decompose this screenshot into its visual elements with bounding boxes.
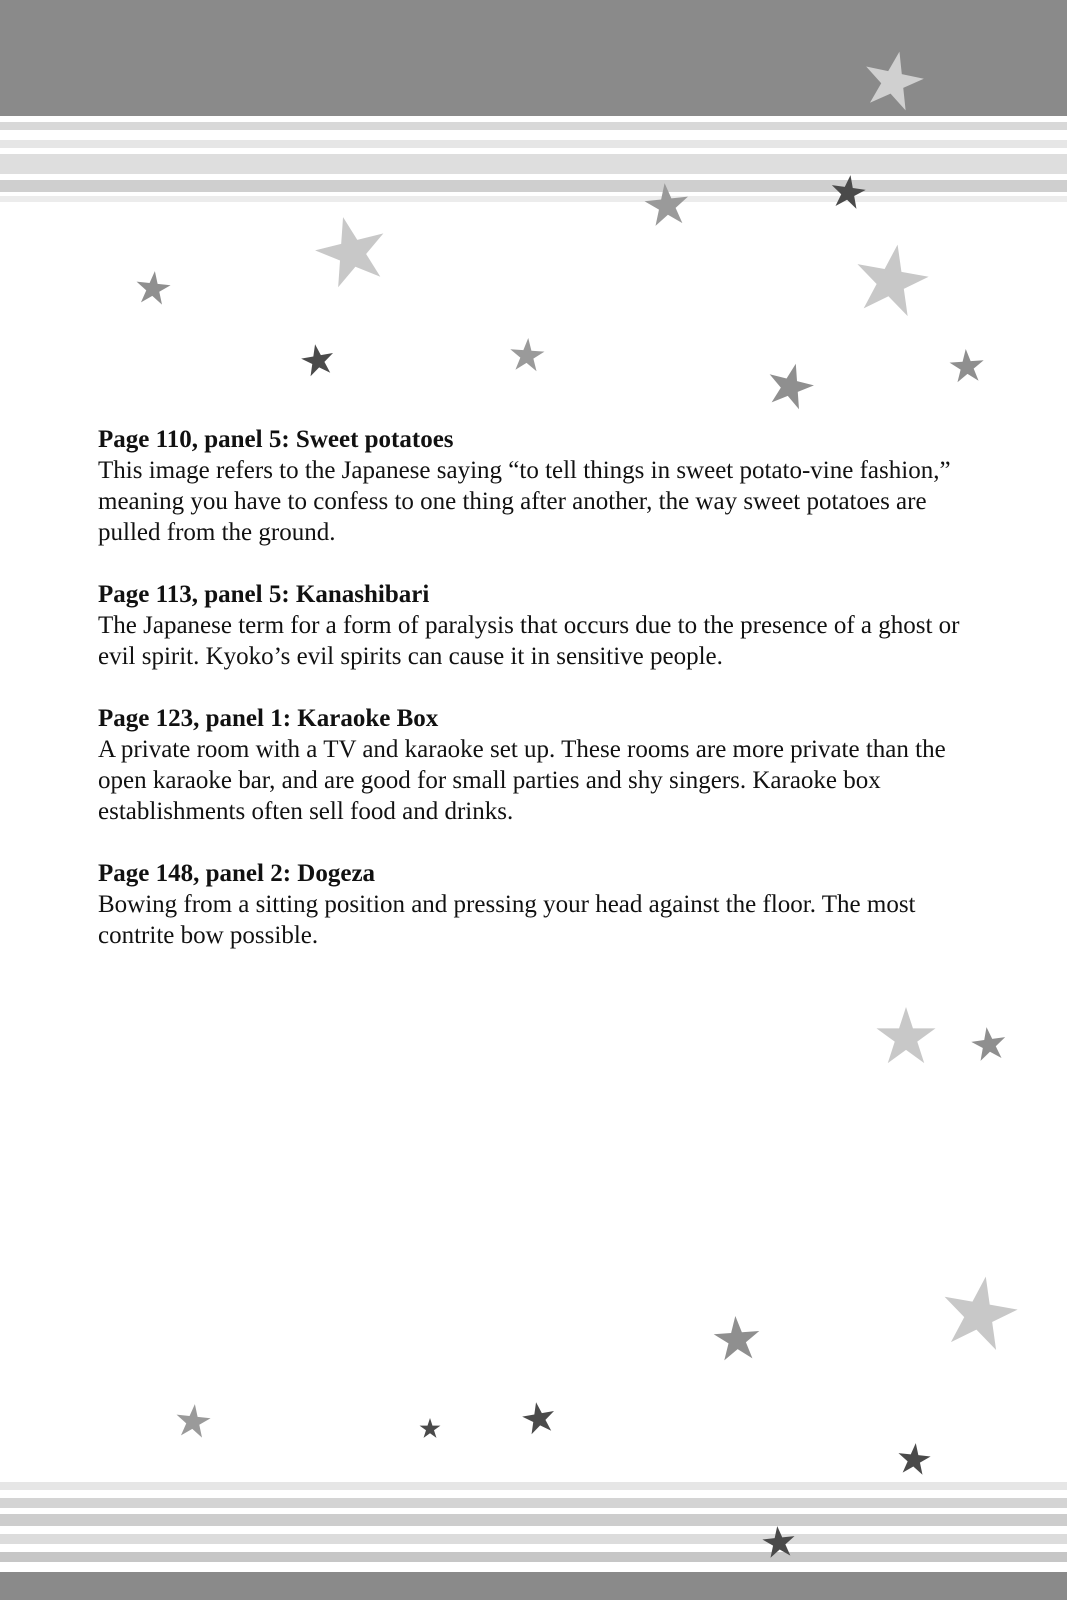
note-body: The Japanese term for a form of paralysis that occurs due to the presence of a ghost or evil spirit. Kyoko’s evil spirits can cause it in sensitive people.	[98, 612, 960, 670]
star-icon	[299, 341, 336, 377]
star-icon	[949, 348, 985, 383]
star-icon	[309, 209, 393, 291]
note-body: This image refers to the Japanese saying “to tell things in sweet potato-vine fashion,” meaning you have to confess to one thing after another, the way sweet potatoes are pulled from the ground.	[98, 457, 951, 546]
star-icon	[643, 181, 691, 227]
note-entry	[98, 703, 978, 827]
note-heading: Page 148, panel 2: Dogeza	[98, 860, 376, 887]
note-heading: Page 123, panel 1: Karaoke Box	[98, 705, 439, 732]
star-icon	[761, 1524, 796, 1558]
note-heading: Page 113, panel 5: Kanashibari	[98, 581, 430, 608]
star-icon	[850, 238, 933, 318]
star-icon	[509, 337, 545, 372]
star-icon	[970, 1025, 1008, 1062]
note-body: A private room with a TV and karaoke set up. These rooms are more private than the open karaoke bar, and are good for small parties and shy singers. Karaoke box establishments often sell food and drinks.	[98, 736, 946, 825]
star-icon	[134, 269, 171, 305]
star-icon	[763, 358, 818, 411]
translation-notes	[98, 424, 978, 982]
note-entry	[98, 424, 978, 548]
note-heading: Page 110, panel 5: Sweet potatoes	[98, 426, 454, 453]
star-icon	[829, 173, 867, 210]
note-body: Bowing from a sitting position and pressing your head against the floor. The most contrite bow possible.	[98, 891, 916, 949]
note-entry	[98, 858, 978, 951]
star-icon	[877, 1007, 936, 1063]
star-icon	[937, 1270, 1022, 1352]
star-icon	[520, 1399, 557, 1435]
note-entry	[98, 579, 978, 672]
star-icon	[859, 46, 928, 113]
star-icon	[713, 1314, 762, 1360]
star-icon	[174, 1402, 211, 1438]
star-icon	[896, 1441, 931, 1475]
star-icon	[420, 1418, 441, 1438]
